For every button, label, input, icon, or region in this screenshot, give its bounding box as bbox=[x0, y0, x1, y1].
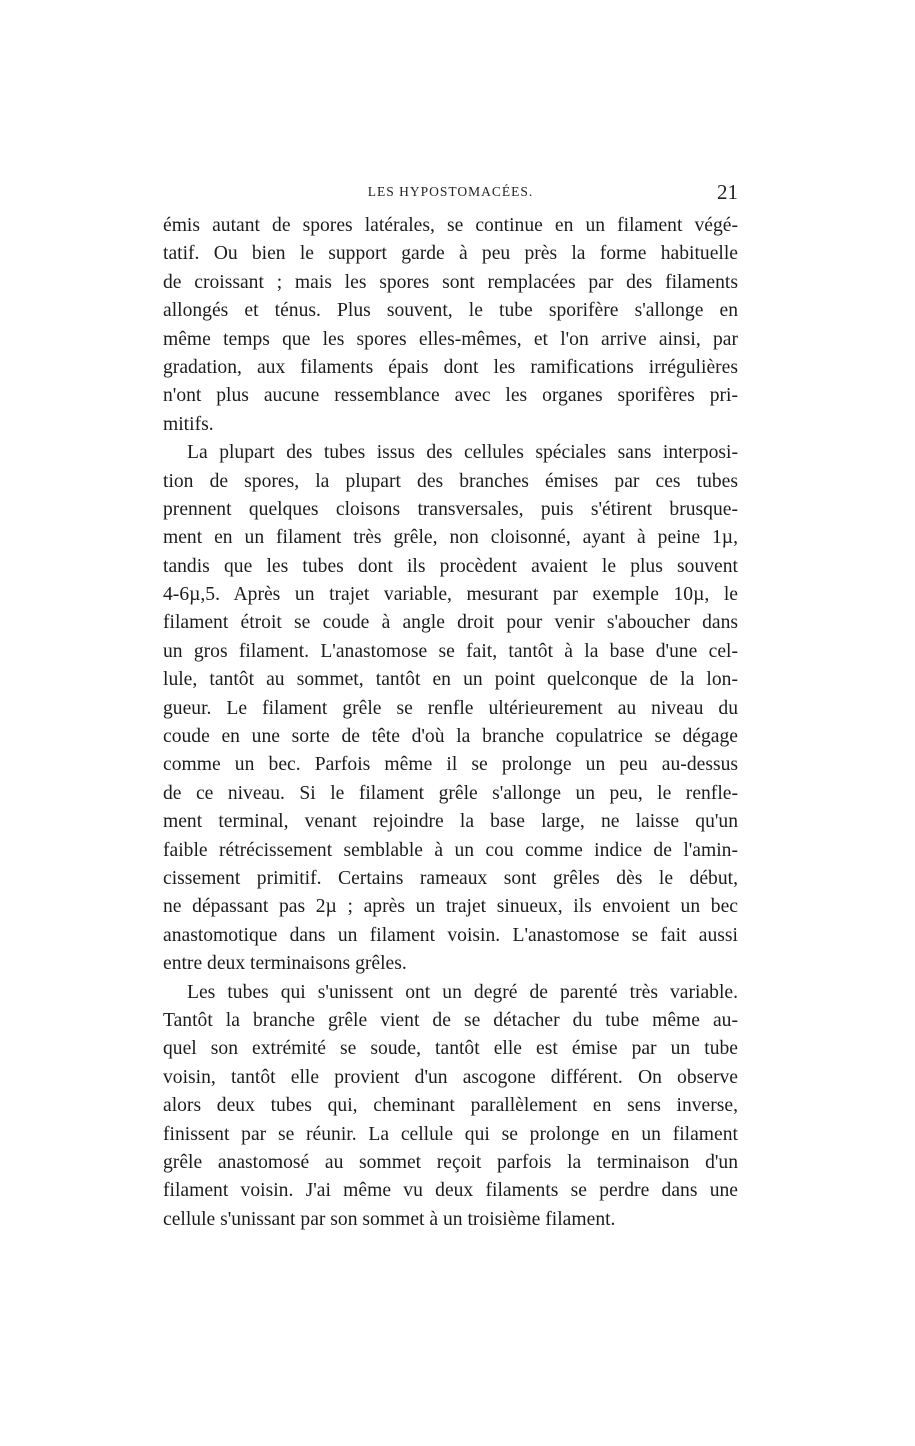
text-line: entre deux terminaisons grêles. bbox=[163, 953, 407, 975]
text-line: même temps que les spores elles-mêmes, et l'on arrive ainsi, par bbox=[163, 328, 738, 350]
text-line: filament étroit se coude à angle droit pour venir s'aboucher dans bbox=[163, 612, 738, 634]
text-line: alors deux tubes qui, cheminant parallèlement en sens inverse, bbox=[163, 1095, 738, 1117]
page-number: 21 bbox=[717, 180, 738, 204]
text-line: ne dépassant pas 2µ ; après un trajet sinueux, ils envoient un bec bbox=[163, 896, 738, 918]
text-line: n'ont plus aucune ressemblance avec les organes sporifères pri- bbox=[163, 385, 738, 407]
text-line: prennent quelques cloisons transversales, puis s'étirent brusque- bbox=[163, 498, 738, 520]
text-line: tandis que les tubes dont ils procèdent avaient le plus souvent bbox=[163, 555, 738, 577]
text-line: de croissant ; mais les spores sont remplacées par des filaments bbox=[163, 271, 738, 293]
text-line: faible rétrécissement semblable à un cou comme indice de l'amin- bbox=[163, 839, 738, 861]
text-line: émis autant de spores latérales, se continue en un filament végé- bbox=[163, 215, 738, 236]
running-head bbox=[163, 180, 738, 206]
text-line: gueur. Le filament grêle se renfle ultérieurement au niveau du bbox=[163, 697, 738, 719]
text-line: cissement primitif. Certains rameaux sont grêles dès le début, bbox=[163, 867, 738, 889]
text-line: mitifs. bbox=[163, 413, 214, 435]
text-line: La plupart des tubes issus des cellules spéciales sans interposi- bbox=[187, 442, 738, 464]
text-line: voisin, tantôt elle provient d'un ascogone différent. On observe bbox=[163, 1066, 738, 1088]
text-line: tion de spores, la plupart des branches émises par ces tubes bbox=[163, 470, 738, 492]
running-title: LES HYPOSTOMACÉES. bbox=[367, 184, 534, 199]
paragraph-1 bbox=[163, 212, 738, 439]
text-line: ment terminal, venant rejoindre la base large, ne laisse qu'un bbox=[163, 811, 738, 833]
text-line: filament voisin. J'ai même vu deux filaments se perdre dans une bbox=[163, 1180, 738, 1202]
text-line: tatif. Ou bien le support garde à peu près la forme habituelle bbox=[163, 243, 738, 265]
text-line: 4-6µ,5. Après un trajet variable, mesurant par exemple 10µ, le bbox=[163, 584, 738, 606]
paragraph-2 bbox=[163, 439, 738, 978]
text-line: allongés et ténus. Plus souvent, le tube sporifère s'allonge en bbox=[163, 300, 738, 322]
text-line: lule, tantôt au sommet, tantôt en un point quelconque de la lon- bbox=[163, 669, 738, 691]
paragraph-3 bbox=[163, 979, 738, 1235]
text-line: comme un bec. Parfois même il se prolonge un peu au-dessus bbox=[163, 754, 738, 776]
text-line: un gros filament. L'anastomose se fait, tantôt à la base d'une cel- bbox=[163, 640, 738, 662]
text-line: quel son extrémité se soude, tantôt elle est émise par un tube bbox=[163, 1038, 738, 1060]
body-text bbox=[163, 212, 738, 1234]
text-line: finissent par se réunir. La cellule qui se prolonge en un filament bbox=[163, 1123, 738, 1145]
text-line: cellule s'unissant par son sommet à un troisième filament. bbox=[163, 1208, 616, 1230]
text-line: Les tubes qui s'unissent ont un degré de parenté très variable. bbox=[187, 981, 738, 1003]
text-line: de ce niveau. Si le filament grêle s'allonge un peu, le renfle- bbox=[163, 782, 738, 804]
text-line: anastomotique dans un filament voisin. L'anastomose se fait aussi bbox=[163, 924, 738, 946]
text-line: ment en un filament très grêle, non cloisonné, ayant à peine 1µ, bbox=[163, 527, 738, 549]
text-line: gradation, aux filaments épais dont les ramifications irrégulières bbox=[163, 356, 738, 378]
text-line: coude en une sorte de tête d'où la branche copulatrice se dégage bbox=[163, 726, 738, 748]
text-line: grêle anastomosé au sommet reçoit parfois la terminaison d'un bbox=[163, 1151, 738, 1173]
text-line: Tantôt la branche grêle vient de se détacher du tube même au- bbox=[163, 1009, 738, 1031]
